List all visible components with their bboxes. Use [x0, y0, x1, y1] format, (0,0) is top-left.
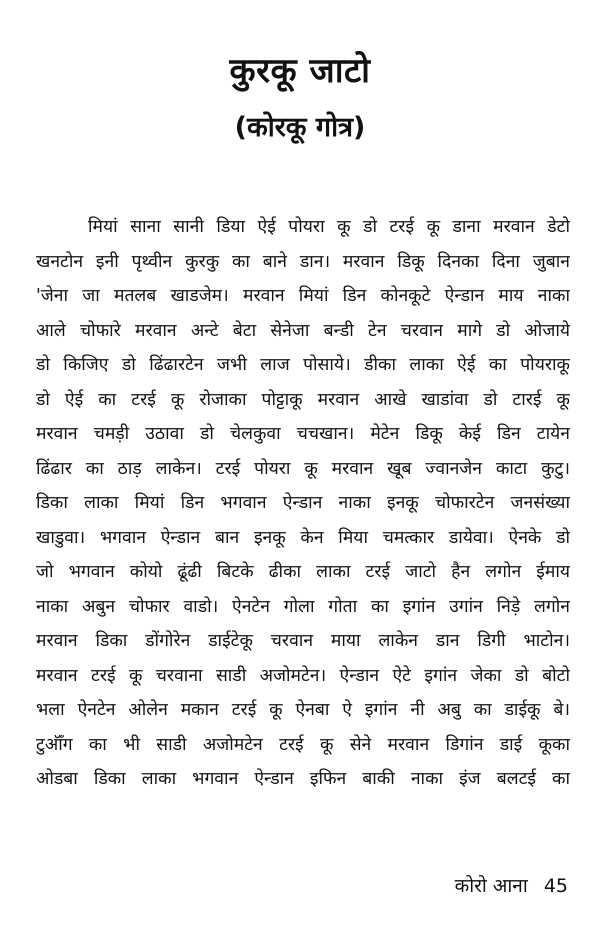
paragraph-line: मरवान टरई कू चरवाना साडी अजोमटेन। ऐन्डान ऐटे इगांन जेका डो बोटो	[36, 665, 570, 686]
paragraph-line: मियां साना सानी डिया ऐई पोयरा कू डो टरई कू डाना मरवान डेटो	[88, 217, 570, 237]
page-title: कुरकू जाटो	[229, 51, 371, 91]
paragraph-line: नाका अबुन चोफार वाडो। ऐनटेन गोला गोता का इगांन उगांन निड़े लगोन	[36, 596, 570, 617]
page-number: 45	[543, 875, 568, 897]
page-subtitle: (कोरकू गोत्र)	[234, 112, 366, 143]
paragraph-line: डो ऐई का टरई कू रोजाका पोट्टाकू मरवान आखे खाडांवा डो टारई कू	[36, 389, 570, 410]
body-paragraph	[36, 210, 570, 797]
paragraph-line: खाडुवा। भगवान ऐन्डान बान इनकू केन मिया चमत्कार डायेवा। ऐनके डो	[36, 527, 570, 548]
footer-book-title: कोरो आना	[454, 875, 528, 897]
paragraph-line: टुऑँग का भी साडी अजोमटेन टरई कू सेने मरवान डिगांन डाई कूका	[36, 734, 570, 755]
paragraph-line: डो किजिए डो ढिंढारटेन जभी लाज पोसाये। डीका लाका ऐई का पोयराकू	[36, 355, 570, 375]
paragraph-line: डिका लाका मियां डिन भगवान ऐन्डान नाका इनकू चोफारटेन जनसंख्या	[36, 493, 570, 513]
paragraph-line: जो भगवान कोयो ढूंढी बिटके ढीका लाका टरई जाटो हैन लगोन ईमाय	[36, 562, 570, 582]
paragraph-line: ओडबा डिका लाका भगवान ऐन्डान इफिन बाकी नाका इंज बलटई का	[36, 769, 570, 789]
paragraph-line: खनटोन इनी पृथ्वीन कुरकु का बाने डान। मरवान डिकू दिनका दिना जुबान	[36, 251, 570, 272]
paragraph-line: भला ऐनटेन ओलेन मकान टरई कू ऐनबा ऐ इगांन नी अबु का डाईकू बे।	[36, 700, 570, 720]
paragraph-line: ढिंढार का ठाड़ लाकेन। टरई पोयरा कू मरवान खूब ज्वानजेन काटा कुटु।	[36, 458, 570, 479]
paragraph-line: आले चोफारे मरवान अन्टे बेटा सेनेजा बन्डी टेन चरवान मागे डो ओजाये	[36, 320, 570, 341]
paragraph-line: मरवान चमड़ी उठावा डो चेलकुवा चचखान। मेटेन डिकू केई डिन टायेन	[36, 424, 570, 444]
page-footer	[455, 872, 568, 900]
paragraph-line: मरवान डिका डोंगोरेन डाईटेकू चरवान माया लाकेन डान डिगी भाटोन।	[36, 631, 570, 651]
paragraph-line: 'जेना जा मतलब खाडजेम। मरवान मियां डिन कोनकूटे ऐन्डान माय नाका	[36, 286, 570, 306]
